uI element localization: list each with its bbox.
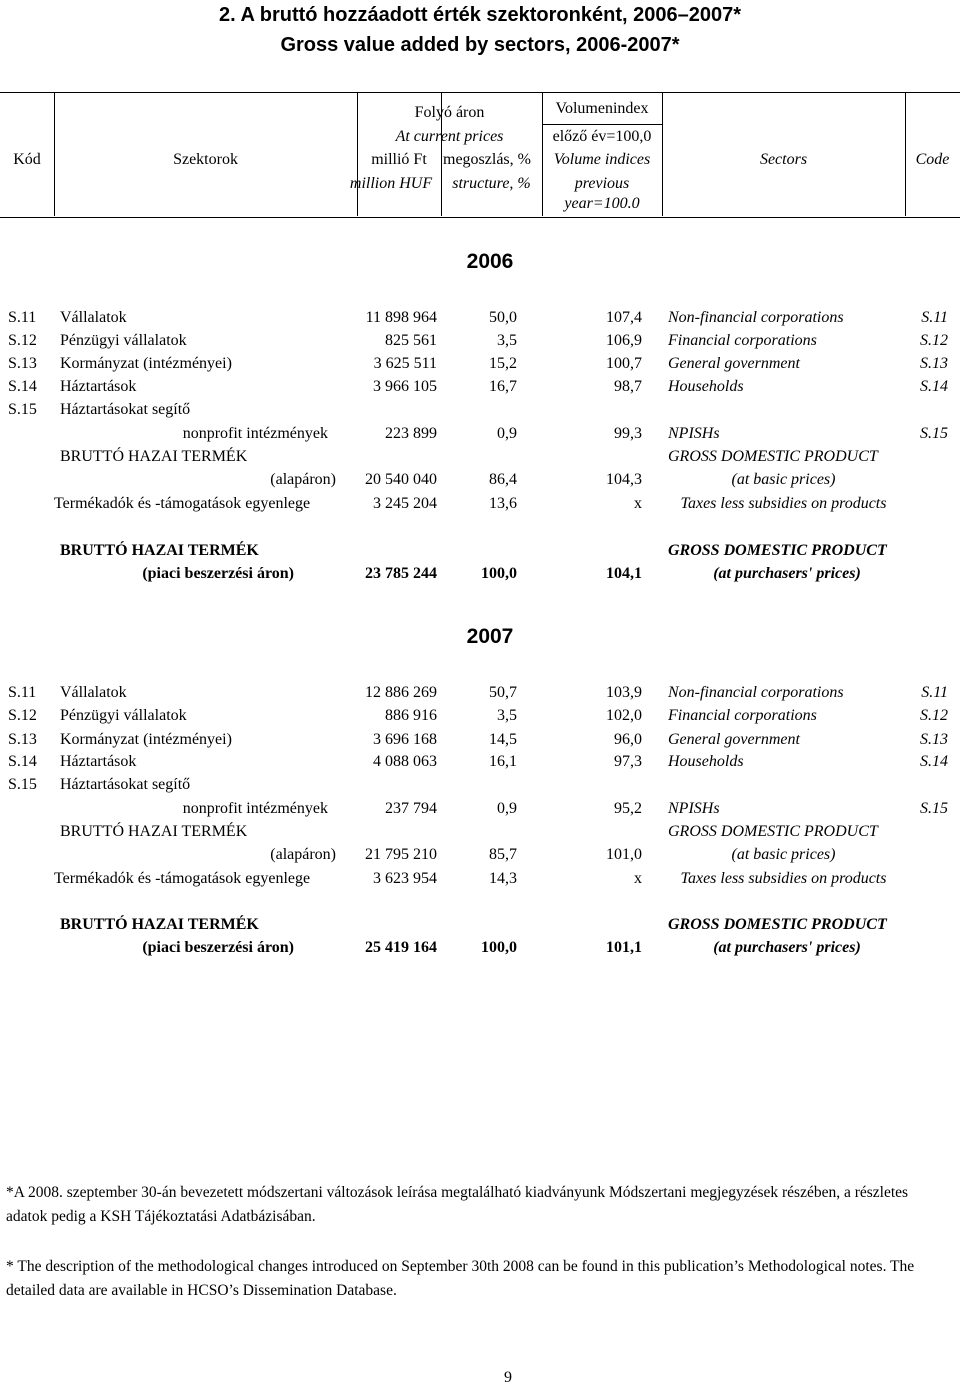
taxes-label-hu: Termékadók és -támogatások egyenlege <box>54 495 311 512</box>
value-million-huf: 20 540 040 <box>365 471 437 488</box>
sector-code: S.14 <box>8 753 37 770</box>
year-label: 2007 <box>466 625 514 648</box>
taxes-label-hu: Termékadók és -támogatások egyenlege <box>54 870 311 887</box>
header-volume-indices: Volume indices <box>553 151 651 168</box>
gdp-total-basis-hu: (piaci beszerzési áron) <box>142 565 294 582</box>
taxes-label-en: Taxes less subsidies on products <box>680 870 887 887</box>
value-million-huf: 223 899 <box>385 425 437 442</box>
sector-code: S.11 <box>8 309 37 326</box>
gdp-basis-en: (at basic prices) <box>731 846 836 863</box>
sector-name-en: Non-financial corporations <box>668 309 844 326</box>
volume-index: 106,9 <box>606 332 642 349</box>
gdp-total-label-en: GROSS DOMESTIC PRODUCT <box>668 916 887 933</box>
share-percent: 85,7 <box>489 846 517 863</box>
volume-index: 97,3 <box>614 753 642 770</box>
sector-code-en: S.12 <box>920 332 948 349</box>
sector-code-en: S.15 <box>920 425 948 442</box>
header-elozo-ev: előző év=100,0 <box>552 128 652 145</box>
share-percent: 14,3 <box>489 870 517 887</box>
header-code: Code <box>915 151 950 168</box>
volume-index: 95,2 <box>614 800 642 817</box>
footnote-en: * The description of the methodological changes introduced on September 30th 2008 can be found in this publication’s Methodological notes. The detailed data are available in HCSO’s Dissemination Database. <box>6 1258 915 1299</box>
sector-name-hu: Pénzügyi vállalatok <box>60 707 187 724</box>
header-megoszlas: megoszlás, % <box>443 151 531 168</box>
volume-index: 107,4 <box>606 309 642 326</box>
header-szektorok: Szektorok <box>173 151 238 168</box>
share-percent: 50,0 <box>489 309 517 326</box>
sector-name-en: Households <box>668 753 744 770</box>
header-kod: Kód <box>13 151 41 168</box>
sector-name-en: General government <box>668 731 800 748</box>
gdp-label-hu: BRUTTÓ HAZAI TERMÉK <box>60 448 248 465</box>
gdp-total-share: 100,0 <box>481 565 517 582</box>
share-percent: 86,4 <box>489 471 517 488</box>
volume-index: x <box>634 495 642 512</box>
sector-name-en: Financial corporations <box>668 332 817 349</box>
share-percent: 0,9 <box>497 800 517 817</box>
sector-code-en: S.13 <box>920 355 948 372</box>
value-million-huf: 3 696 168 <box>373 731 437 748</box>
volume-index: 96,0 <box>614 731 642 748</box>
sector-name-en: Households <box>668 378 744 395</box>
sector-name-en: NPISHs <box>668 425 720 442</box>
sector-name-hu: Háztartásokat segítő <box>60 776 191 793</box>
gdp-total-value: 23 785 244 <box>365 565 437 582</box>
share-percent: 13,6 <box>489 495 517 512</box>
sector-name-en: Financial corporations <box>668 707 817 724</box>
header-volumenindex: Volumenindex <box>555 100 649 117</box>
gdp-label-en: GROSS DOMESTIC PRODUCT <box>668 823 878 840</box>
gdp-basis-hu: (alapáron) <box>270 471 336 488</box>
sector-name-en: Non-financial corporations <box>668 684 844 701</box>
value-million-huf: 3 623 954 <box>373 870 437 887</box>
sector-name-hu: Háztartások <box>60 753 137 770</box>
sector-name-hu: Kormányzat (intézményei) <box>60 731 232 748</box>
sector-code-en: S.14 <box>920 378 948 395</box>
value-million-huf: 886 916 <box>385 707 437 724</box>
share-percent: 16,7 <box>489 378 517 395</box>
taxes-label-en: Taxes less subsidies on products <box>680 495 887 512</box>
share-percent: 50,7 <box>489 684 517 701</box>
gdp-total-share: 100,0 <box>481 939 517 956</box>
share-percent: 0,9 <box>497 425 517 442</box>
gdp-total-basis-en: (at purchasers' prices) <box>713 565 861 582</box>
sector-code-en: S.13 <box>920 731 948 748</box>
share-percent: 15,2 <box>489 355 517 372</box>
page-subtitle: Gross value added by sectors, 2006-2007* <box>280 34 680 56</box>
page-number: 9 <box>504 1369 512 1386</box>
sector-code: S.13 <box>8 355 37 372</box>
sector-code: S.12 <box>8 707 37 724</box>
volume-index: 100,7 <box>606 355 642 372</box>
sector-name-hu: Háztartásokat segítő <box>60 401 191 418</box>
sector-code-en: S.11 <box>921 684 948 701</box>
gdp-basis-hu: (alapáron) <box>270 846 336 863</box>
value-million-huf: 825 561 <box>385 332 437 349</box>
volume-index: 101,0 <box>606 846 642 863</box>
value-million-huf: 4 088 063 <box>373 753 437 770</box>
sector-name-hu-cont: nonprofit intézmények <box>182 425 328 442</box>
sector-code: S.15 <box>8 776 37 793</box>
share-percent: 16,1 <box>489 753 517 770</box>
gdp-label-en: GROSS DOMESTIC PRODUCT <box>668 448 878 465</box>
header-sectors: Sectors <box>759 151 808 168</box>
gdp-total-label-hu: BRUTTÓ HAZAI TERMÉK <box>60 916 259 933</box>
sector-name-hu: Vállalatok <box>60 684 127 701</box>
gdp-total-index: 104,1 <box>606 565 642 582</box>
gdp-total-label-en: GROSS DOMESTIC PRODUCT <box>668 542 887 559</box>
share-percent: 14,5 <box>489 731 517 748</box>
volume-index: x <box>634 870 642 887</box>
value-million-huf: 11 898 964 <box>365 309 437 326</box>
volume-index: 99,3 <box>614 425 642 442</box>
header-structure: structure, % <box>452 175 531 192</box>
sector-code: S.14 <box>8 378 37 395</box>
value-million-huf: 3 966 105 <box>373 378 437 395</box>
value-million-huf: 21 795 210 <box>365 846 437 863</box>
gdp-total-value: 25 419 164 <box>365 939 437 956</box>
volume-index: 102,0 <box>606 707 642 724</box>
sector-code: S.12 <box>8 332 37 349</box>
value-million-huf: 237 794 <box>385 800 437 817</box>
sector-name-hu: Háztartások <box>60 378 137 395</box>
sector-code-en: S.15 <box>920 800 948 817</box>
footnote-hu: *A 2008. szeptember 30-án bevezetett módszertani változások leírása megtalálható kiadványunk Módszertani megjegyzések részében, a részletes adatok pedig a KSH Tájékoztatási Adatbázisában. <box>6 1184 909 1225</box>
sector-code-en: S.14 <box>920 753 948 770</box>
page-title: 2. A bruttó hozzáadott érték szektoronként, 2006–2007* <box>218 4 741 26</box>
header-previous: previous <box>574 175 630 192</box>
sector-code: S.13 <box>8 731 37 748</box>
header-millio-ft: millió Ft <box>371 151 427 168</box>
gdp-total-basis-hu: (piaci beszerzési áron) <box>142 939 294 956</box>
gdp-total-basis-en: (at purchasers' prices) <box>713 939 861 956</box>
sector-name-en: NPISHs <box>668 800 720 817</box>
value-million-huf: 3 245 204 <box>373 495 437 512</box>
gdp-basis-en: (at basic prices) <box>731 471 836 488</box>
header-folyo-aron: Folyó áron <box>414 104 485 121</box>
volume-index: 103,9 <box>606 684 642 701</box>
gdp-total-index: 101,1 <box>606 939 642 956</box>
gdp-label-hu: BRUTTÓ HAZAI TERMÉK <box>60 823 248 840</box>
volume-index: 104,3 <box>606 471 642 488</box>
year-label: 2006 <box>466 250 514 273</box>
gdp-total-label-hu: BRUTTÓ HAZAI TERMÉK <box>60 542 259 559</box>
sector-name-hu: Kormányzat (intézményei) <box>60 355 232 372</box>
volume-index: 98,7 <box>614 378 642 395</box>
header-year-100: year=100.0 <box>564 195 640 212</box>
sector-code: S.11 <box>8 684 37 701</box>
value-million-huf: 3 625 511 <box>373 355 437 372</box>
sector-name-hu: Vállalatok <box>60 309 127 326</box>
sector-code-en: S.11 <box>921 309 948 326</box>
header-million-huf: million HUF <box>349 175 433 192</box>
sector-name-en: General government <box>668 355 800 372</box>
header-at-current-prices: At current prices <box>395 128 504 145</box>
value-million-huf: 12 886 269 <box>365 684 437 701</box>
share-percent: 3,5 <box>497 707 517 724</box>
sector-name-hu-cont: nonprofit intézmények <box>182 800 328 817</box>
sector-name-hu: Pénzügyi vállalatok <box>60 332 187 349</box>
header-divider <box>542 124 662 125</box>
share-percent: 3,5 <box>497 332 517 349</box>
sector-code: S.15 <box>8 401 37 418</box>
sector-code-en: S.12 <box>920 707 948 724</box>
